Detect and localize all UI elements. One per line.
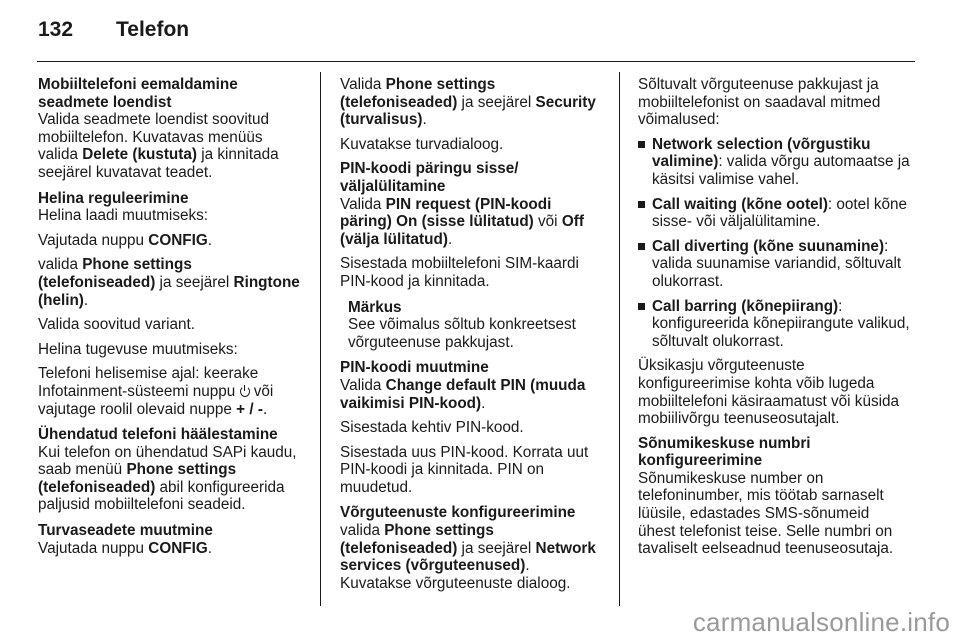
paragraph: Valida Phone settings (telefoniseaded) ja seejärel Security (turvalisus). <box>340 76 596 129</box>
chapter-title: Telefon <box>116 18 190 41</box>
section-ringtone <box>38 190 303 419</box>
section-sms-center <box>638 435 910 558</box>
section-connected-phone <box>38 426 303 514</box>
paragraph: Vajutada nuppu CONFIG. <box>38 231 213 249</box>
section-heading: Ühendatud telefoni häälestamine <box>38 426 278 444</box>
section-heading: PIN-koodi päringu sisse/ väljalülitamine <box>340 160 519 195</box>
paragraph: Valida soovitud variant. <box>38 316 196 334</box>
paragraph: valida Phone settings (telefoniseaded) ja seejärel Ringtone (helin). <box>38 256 300 309</box>
paragraph: Üksikasju võrguteenuste konfigureerimise kohta võib lugeda mobiiltelefoni käsiraamatust või küsida mobiilivõrgu teenuseosutajalt. <box>638 357 900 428</box>
section-network-services <box>340 504 605 592</box>
paragraph: Kuvatakse turvadialoog. <box>340 135 504 153</box>
paragraph: Valida seadmete loendist soovitud mobiiltelefon. Kuvatavas menüüs valida Delete (kustuta) ja kinnitada seejärel kuvatavat teadet. <box>38 111 279 181</box>
page-number: 132 <box>38 18 74 41</box>
section-pin-request <box>340 160 605 290</box>
paragraph: Helina tugevuse muutmiseks: <box>38 340 238 358</box>
column-2 <box>340 76 605 600</box>
page-header <box>38 18 189 48</box>
column-divider-2 <box>619 72 620 606</box>
paragraph: Valida PIN request (PIN-koodi päring) On (sisse lülitatud) või Off (välja lülitatud). <box>340 195 584 248</box>
bullet-item: Call diverting (kõne suunamine): valida suunamise variandid, sõltuvalt olukorrast. <box>638 238 910 291</box>
paragraph: Sõnumikeskuse number on telefoninumber, mis töötab sarnaselt lüüsile, edastades SMS-sõnumeid ühest telefonist teise. Selle numbri on tavaliselt eelseadnud teenuseosutaja. <box>638 469 894 558</box>
bullet-square-icon <box>638 141 645 148</box>
section-remove-phone <box>38 76 303 182</box>
paragraph: Sisestada kehtiv PIN-kood. <box>340 419 524 437</box>
paragraph: Valida Change default PIN (muuda vaikimisi PIN-kood). <box>340 376 586 412</box>
paragraph: Sisestada uus PIN-kood. Korrata uut PIN-koodi ja kinnitada. PIN on muudetud. <box>340 443 589 496</box>
column-1 <box>38 76 303 565</box>
section-heading: Sõnumikeskuse numbri konfigureerimine <box>638 434 811 470</box>
section-change-pin <box>340 359 605 496</box>
note-heading: Märkus <box>348 298 402 316</box>
section-heading: Mobiiltelefoni eemaldamine seadmete loendist <box>38 76 238 111</box>
paragraph: valida Phone settings (telefoniseaded) ja seejärel Network services (võrguteenused). Kuvatakse võrguteenuste dialoog. <box>340 522 596 592</box>
column-3 <box>638 76 910 566</box>
header-rule <box>37 61 915 62</box>
section-heading: Helina reguleerimine <box>38 189 189 207</box>
paragraph: Kui telefon on ühendatud SAPi kaudu, saab menüü Phone settings (telefoniseaded) abil konfigureerida paljusid mobiiltelefoni seadeid. <box>38 443 297 514</box>
bullet-item: Call barring (kõnepiirang): konfigureerida kõnepiirangute valikud, sõltuvalt olukorrast. <box>638 298 910 351</box>
power-knob-icon <box>240 386 250 397</box>
paragraph: Sõltuvalt võrguteenuse pakkujast ja mobiiltelefonist on saadaval mitmed võimalused: <box>638 76 881 129</box>
note-box <box>348 299 605 352</box>
bullet-square-icon <box>638 201 645 208</box>
bullet-square-icon <box>638 303 645 310</box>
paragraph: Vajutada nuppu CONFIG. <box>38 539 213 557</box>
bullet-square-icon <box>638 243 645 250</box>
bullet-item: Call waiting (kõne ootel): ootel kõne sisse- või väljalülitamine. <box>638 196 910 231</box>
note-text: See võimalus sõltub konkreetsest võrguteenuse pakkujast. <box>348 316 576 351</box>
column-divider-1 <box>320 72 321 606</box>
paragraph: Sisestada mobiiltelefoni SIM-kaardi PIN-kood ja kinnitada. <box>340 255 579 290</box>
section-heading: PIN-koodi muutmine <box>340 359 489 377</box>
section-security <box>38 522 303 557</box>
paragraph: Telefoni helisemise ajal: keerake Infotainment-süsteemi nuppu või vajutage roolil olevaid nuppe + / -. <box>38 365 274 418</box>
section-heading: Võrguteenuste konfigureerimine <box>340 504 576 522</box>
section-heading: Turvaseadete muutmine <box>38 522 213 540</box>
bullet-item: Network selection (võrgustiku valimine): valida võrgu automaatse ja käsitsi valimise vahel. <box>638 136 910 189</box>
watermark: carmanualsonline.info <box>692 607 950 637</box>
paragraph: Helina laadi muutmiseks: <box>38 207 209 225</box>
